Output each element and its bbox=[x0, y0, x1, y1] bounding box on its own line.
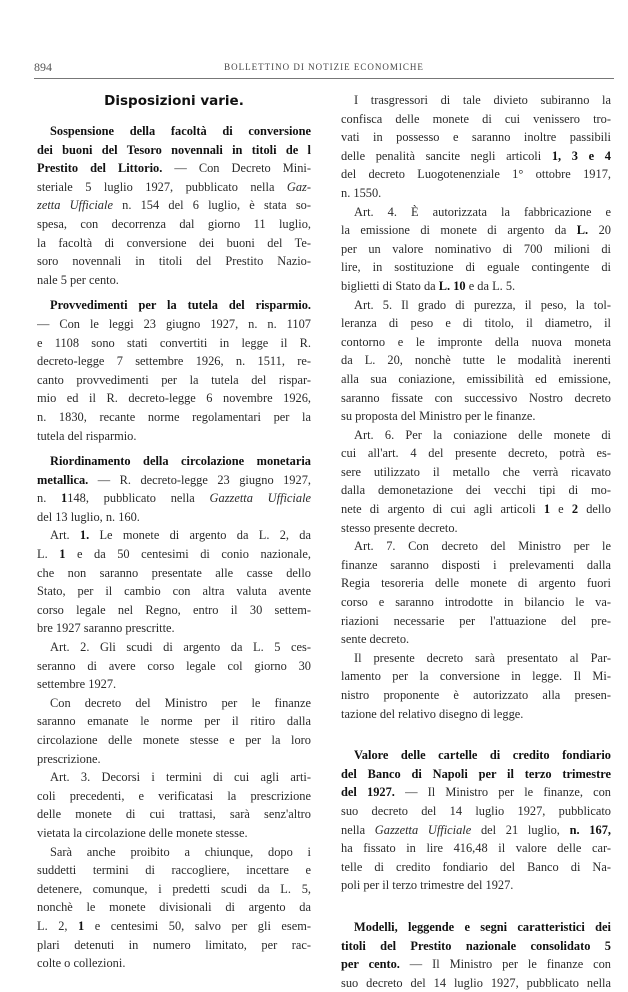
text-run: Le monete di argento da L. 2, da bbox=[89, 528, 311, 543]
text-run: saranno fissate con successivo Nostro decreto bbox=[341, 390, 611, 405]
right-column-body bbox=[341, 91, 611, 992]
paragraph bbox=[37, 296, 311, 445]
text-line bbox=[37, 582, 311, 601]
text-run: L. 2, bbox=[37, 918, 79, 933]
text-run: nistro proponente è autorizzato alla presen- bbox=[341, 688, 611, 702]
text-run: L. bbox=[37, 547, 60, 562]
text-line bbox=[37, 296, 311, 315]
running-title: BOLLETTINO DI NOTIZIE ECONOMICHE bbox=[224, 62, 424, 72]
text-run: Art. 3. Decorsi i termini di cui agli arti- bbox=[50, 770, 311, 785]
text-run: decreto-legge 7 settembre 1926, n. 1511, re- bbox=[37, 354, 311, 369]
text-run: n. bbox=[37, 491, 62, 506]
text-run: Art. 6. Per la coniazione delle monete di bbox=[354, 427, 611, 442]
text-run: 20 bbox=[588, 223, 611, 238]
text-line bbox=[341, 630, 611, 649]
right-column bbox=[341, 91, 611, 992]
text-line bbox=[341, 481, 611, 500]
text-line bbox=[37, 694, 311, 713]
text-line bbox=[37, 898, 311, 917]
text-line bbox=[341, 783, 611, 802]
text-line bbox=[37, 824, 311, 843]
text-run: nonchè le monete divisionali di argento da bbox=[37, 900, 311, 915]
text-run: settembre 1927. bbox=[37, 677, 117, 692]
text-run: e da 50 centesimi di conio nazionale, bbox=[65, 547, 311, 562]
section-title: Disposizioni varie. bbox=[104, 93, 244, 109]
text-line bbox=[341, 426, 611, 445]
text-line bbox=[37, 271, 311, 290]
text-run: suo decreto del 14 luglio 1927, pubblicato nella bbox=[341, 975, 611, 990]
text-line bbox=[37, 675, 311, 694]
text-line bbox=[37, 408, 311, 427]
text-line bbox=[341, 444, 611, 463]
text-run: nete di argento di cui agli articoli bbox=[341, 502, 544, 517]
text-line bbox=[37, 159, 311, 178]
text-line bbox=[37, 489, 311, 508]
text-run: 148, pubblicato nella bbox=[67, 491, 210, 506]
left-column bbox=[37, 92, 311, 973]
text-run: n. 1550. bbox=[341, 185, 382, 200]
text-run: su proposta del Ministro per le finanze. bbox=[341, 409, 536, 424]
text-line bbox=[341, 667, 611, 686]
bold-text: dei buoni del Tesoro novennali in titoli de l bbox=[37, 142, 311, 157]
text-run: per un valore nominativo di 700 milioni di bbox=[341, 241, 611, 256]
text-line bbox=[37, 619, 311, 638]
bold-text: Modelli, leggende e segni caratteristici dei bbox=[354, 919, 611, 934]
text-line bbox=[37, 452, 311, 471]
text-line bbox=[341, 240, 611, 259]
text-run: alla sua coniazione, emissibilità ed emissione, bbox=[341, 371, 611, 386]
bold-text: n. 167, bbox=[569, 822, 611, 837]
text-line bbox=[37, 252, 311, 271]
text-line bbox=[37, 750, 311, 769]
paragraph bbox=[341, 746, 611, 895]
paragraph bbox=[37, 638, 311, 694]
text-run: suddetti termini di raccogliere, incettare e bbox=[37, 863, 311, 878]
paragraph bbox=[341, 296, 611, 426]
text-run: delle penalità sancite negli articoli bbox=[341, 148, 552, 163]
text-line bbox=[341, 686, 611, 705]
text-run: canto provvedimenti per la tutela del rispar- bbox=[37, 372, 311, 387]
text-run: Art. 7. Con decreto del Ministro per le bbox=[354, 539, 611, 554]
text-line bbox=[341, 705, 611, 724]
text-line bbox=[37, 508, 311, 527]
text-line bbox=[341, 858, 611, 877]
text-line bbox=[341, 110, 611, 129]
text-line bbox=[341, 407, 611, 426]
text-line bbox=[341, 203, 611, 222]
text-run: del 21 luglio, bbox=[471, 822, 570, 837]
text-line bbox=[341, 821, 611, 840]
text-run: e 1108 sono stati convertiti in legge il R. bbox=[37, 335, 311, 350]
text-line bbox=[37, 334, 311, 353]
bold-text: del Banco di Napoli per il terzo trimestre bbox=[341, 766, 611, 781]
text-line bbox=[341, 147, 611, 166]
text-line bbox=[341, 463, 611, 482]
text-run: Stato, per il cambio con altra valuta avente bbox=[37, 584, 311, 599]
text-run: Art. 5. Il grado di purezza, il peso, la tol- bbox=[354, 297, 611, 312]
text-run: stesso presente decreto. bbox=[341, 520, 458, 535]
text-line bbox=[341, 802, 611, 821]
text-run: biglietti di Stato da bbox=[341, 278, 439, 293]
text-line bbox=[37, 805, 311, 824]
text-line bbox=[341, 556, 611, 575]
text-run: vati in possesso e saranno inoltre passibili bbox=[341, 130, 611, 145]
bold-text: 1. bbox=[79, 528, 90, 543]
text-run: poli per il terzo trimestre del 1927. bbox=[341, 878, 514, 893]
text-run: seranno di avere corso legale col giorno 30 bbox=[37, 658, 311, 673]
text-run: corso e saranno introdotte in bilancio le va- bbox=[341, 595, 611, 610]
text-run: dalla demonetazione dei vecchi tipi di mo- bbox=[341, 483, 611, 498]
text-line bbox=[37, 657, 311, 676]
text-run: tazione del relativo disegno di legge. bbox=[341, 706, 524, 721]
text-run: Sarà anche proibito a chiunque, dopo i bbox=[50, 844, 311, 859]
text-line bbox=[37, 917, 311, 936]
text-line bbox=[37, 526, 311, 545]
text-run: — R. decreto-legge 23 giugno 1927, bbox=[88, 472, 311, 487]
text-run: da L. 20, nonchè tutte le modalità inerenti bbox=[341, 353, 611, 368]
text-line bbox=[341, 296, 611, 315]
bold-text: 2 bbox=[571, 502, 579, 517]
text-line bbox=[341, 839, 611, 858]
text-line bbox=[341, 974, 611, 992]
paragraph bbox=[341, 918, 611, 992]
text-run: leranza di peso e di titolo, il diametro, il bbox=[341, 316, 611, 331]
text-line bbox=[341, 314, 611, 333]
text-line bbox=[37, 880, 311, 899]
text-run: telle di credito fondiario del Banco di Na- bbox=[341, 859, 611, 874]
bold-text: L. bbox=[576, 223, 589, 238]
text-line bbox=[341, 612, 611, 631]
bold-text: Provvedimenti per la tutela del risparmio. bbox=[50, 298, 311, 313]
text-line bbox=[341, 746, 611, 765]
text-line bbox=[37, 141, 311, 160]
text-run: coli precedenti, e verificatasi la prescrizione bbox=[37, 788, 311, 803]
text-run: contorno e le impronte della nuova moneta bbox=[341, 334, 611, 349]
paragraph bbox=[37, 526, 311, 638]
text-line bbox=[37, 389, 311, 408]
text-line bbox=[37, 215, 311, 234]
text-line bbox=[341, 165, 611, 184]
text-line bbox=[341, 574, 611, 593]
text-run: — Il Ministro per le finanze, con bbox=[394, 785, 611, 800]
text-line bbox=[37, 178, 311, 197]
text-line bbox=[37, 731, 311, 750]
page-header bbox=[34, 60, 614, 76]
text-line bbox=[341, 351, 611, 370]
page-number: 894 bbox=[34, 60, 52, 74]
text-run: delle monete di cui trattasi, sarà senz'altro bbox=[37, 807, 311, 822]
text-run: che non saranno presentate alle casse dello bbox=[37, 565, 311, 580]
text-line bbox=[37, 787, 311, 806]
paragraph bbox=[341, 426, 611, 538]
text-run: detenere, comunque, i predetti scudi da L. 5, bbox=[37, 881, 311, 896]
text-line bbox=[341, 184, 611, 203]
paragraph bbox=[341, 203, 611, 296]
text-line bbox=[37, 843, 311, 862]
text-line bbox=[37, 638, 311, 657]
text-run: saranno emanate le norme per il ritiro dalla bbox=[37, 714, 311, 729]
bold-text: 1 bbox=[61, 491, 68, 506]
italic-text: Gaz- bbox=[286, 179, 311, 194]
text-run: sere utilizzato il metallo che verrà ricavato bbox=[341, 464, 611, 479]
text-run: mio ed il R. decreto-legge 6 novembre 1926, bbox=[37, 391, 311, 406]
text-line bbox=[341, 937, 611, 956]
text-run: Art. bbox=[50, 528, 80, 543]
text-run: plari detenuti in numero limitato, per rac- bbox=[37, 937, 311, 952]
text-run: e da L. 5. bbox=[465, 278, 516, 293]
text-line bbox=[341, 221, 611, 240]
text-run: Con decreto del Ministro per le finanze bbox=[50, 695, 311, 710]
text-run: n. 1830, recante norme regolamentari per la bbox=[37, 409, 311, 424]
text-run: del 13 luglio, n. 160. bbox=[37, 509, 140, 524]
bold-text: 1, 3 e 4 bbox=[551, 148, 611, 163]
header-rule bbox=[34, 78, 614, 79]
text-line bbox=[37, 234, 311, 253]
text-run: — Il Ministro per le finanze con bbox=[399, 957, 611, 972]
bold-text: metallica. bbox=[37, 472, 89, 487]
text-run: la facoltà di conversione dei buoni del Te- bbox=[37, 235, 311, 250]
bold-text: del 1927. bbox=[341, 785, 395, 800]
bold-text: per cento. bbox=[341, 957, 400, 972]
text-run: Regia tesoreria delle monete di argento fuori bbox=[341, 576, 611, 591]
paragraph bbox=[37, 452, 311, 526]
bold-text: Prestito del Littorio. bbox=[37, 161, 163, 176]
text-run: finanze saranno disposti i prelevamenti dalla bbox=[341, 557, 611, 572]
text-line bbox=[341, 277, 611, 296]
text-run: — Con le leggi 23 giugno 1927, n. n. 1107 bbox=[37, 316, 311, 331]
paragraph bbox=[341, 537, 611, 649]
bold-text: Riordinamento della circolazione monetaria bbox=[50, 454, 311, 469]
text-line bbox=[37, 601, 311, 620]
text-run: Art. 4. È autorizzata la fabbricazione e bbox=[354, 204, 611, 219]
text-line bbox=[341, 537, 611, 556]
paragraph bbox=[37, 768, 311, 842]
text-run: colte o collezioni. bbox=[37, 956, 126, 971]
text-line bbox=[37, 352, 311, 371]
text-run: lire, in sostituzione di eguale contingente di bbox=[341, 260, 611, 275]
text-run: nella bbox=[341, 822, 375, 837]
text-line bbox=[37, 768, 311, 787]
text-run: corso legale nel Regno, entro il 30 settem- bbox=[37, 602, 311, 617]
text-run: nale 5 per cento. bbox=[37, 272, 119, 287]
bold-text: 1 bbox=[59, 547, 66, 562]
text-run: e bbox=[550, 502, 572, 517]
text-run: tutela del risparmio. bbox=[37, 428, 137, 443]
text-line bbox=[37, 545, 311, 564]
text-run: lamento per la conversione in legge. Il Mi- bbox=[341, 669, 611, 684]
text-run: la emissione di monete di argento da bbox=[341, 223, 577, 238]
text-line bbox=[341, 91, 611, 110]
text-run: cui all'art. 4 del presente decreto, potrà es- bbox=[341, 446, 611, 461]
text-line bbox=[341, 370, 611, 389]
italic-text: Gazzetta Ufficiale bbox=[374, 822, 472, 837]
text-run: suo decreto del 14 luglio 1927, pubblicato bbox=[341, 803, 611, 818]
text-line bbox=[37, 371, 311, 390]
text-line bbox=[341, 649, 611, 668]
paragraph bbox=[37, 843, 311, 973]
paragraph bbox=[341, 649, 611, 723]
text-run: n. 154 del 6 luglio, è stata so- bbox=[112, 198, 311, 213]
text-run: e centesimi 50, salvo per gli esem- bbox=[84, 918, 311, 933]
bold-text: 1 bbox=[543, 502, 551, 517]
text-line bbox=[37, 427, 311, 446]
text-line bbox=[341, 955, 611, 974]
text-line bbox=[341, 519, 611, 538]
text-line bbox=[341, 593, 611, 612]
text-line bbox=[341, 500, 611, 519]
text-line bbox=[37, 196, 311, 215]
bold-text: Valore delle cartelle di credito fondiario bbox=[354, 748, 611, 763]
text-line bbox=[341, 765, 611, 784]
text-line bbox=[341, 333, 611, 352]
text-run: del decreto Luogotenenziale 1° ottobre 1917, bbox=[341, 167, 611, 182]
text-run: ha fissato in lire 416,48 il valore delle car- bbox=[341, 841, 611, 856]
text-line bbox=[37, 564, 311, 583]
paragraph bbox=[37, 694, 311, 768]
text-run: riazioni necessarie per l'attuazione del pre- bbox=[341, 613, 611, 628]
text-line bbox=[341, 876, 611, 895]
left-column-body bbox=[37, 122, 311, 973]
text-run: I trasgressori di tale divieto subiranno la bbox=[354, 93, 611, 107]
text-line bbox=[37, 954, 311, 973]
text-run: circolazione delle monete stesse e per la loro bbox=[37, 733, 311, 747]
text-run: Il presente decreto sarà presentato al Par- bbox=[354, 650, 611, 665]
paragraph bbox=[341, 91, 611, 203]
text-run: Art. 2. Gli scudi di argento da L. 5 ces- bbox=[50, 640, 311, 655]
text-line bbox=[37, 122, 311, 141]
text-run: vietata la circolazione delle monete stesse. bbox=[37, 825, 248, 840]
bold-text: L. 10 bbox=[438, 278, 466, 293]
text-run: sente decreto. bbox=[341, 632, 410, 647]
text-run: confisca delle monete di cui venissero tro- bbox=[341, 111, 611, 126]
text-run: — Con Decreto Mini- bbox=[162, 161, 311, 176]
text-line bbox=[37, 315, 311, 334]
text-line bbox=[341, 918, 611, 937]
bold-text: 1 bbox=[78, 918, 85, 933]
italic-text: zetta Ufficiale bbox=[37, 198, 113, 213]
paragraph bbox=[37, 122, 311, 289]
text-line bbox=[37, 712, 311, 731]
text-run: prescrizione. bbox=[37, 751, 101, 766]
bold-text: Sospensione della facoltà di conversione bbox=[50, 124, 311, 138]
text-line bbox=[37, 936, 311, 955]
text-run: dello bbox=[578, 502, 611, 517]
text-run: soro novennali in titoli del Prestito Nazio- bbox=[37, 254, 311, 269]
text-line bbox=[37, 861, 311, 880]
italic-text: Gazzetta Ufficiale bbox=[209, 491, 311, 506]
text-line bbox=[37, 471, 311, 490]
text-run: bre 1927 saranno prescritte. bbox=[37, 621, 175, 636]
text-run: spesa, con decorrenza dal giorno 11 luglio, bbox=[37, 216, 311, 231]
text-line bbox=[341, 389, 611, 408]
text-line bbox=[341, 258, 611, 277]
text-run: steriale 5 luglio 1927, pubblicato nella bbox=[37, 179, 287, 194]
text-line bbox=[341, 128, 611, 147]
bold-text: titoli del Prestito nazionale consolidato 5 bbox=[341, 938, 611, 953]
